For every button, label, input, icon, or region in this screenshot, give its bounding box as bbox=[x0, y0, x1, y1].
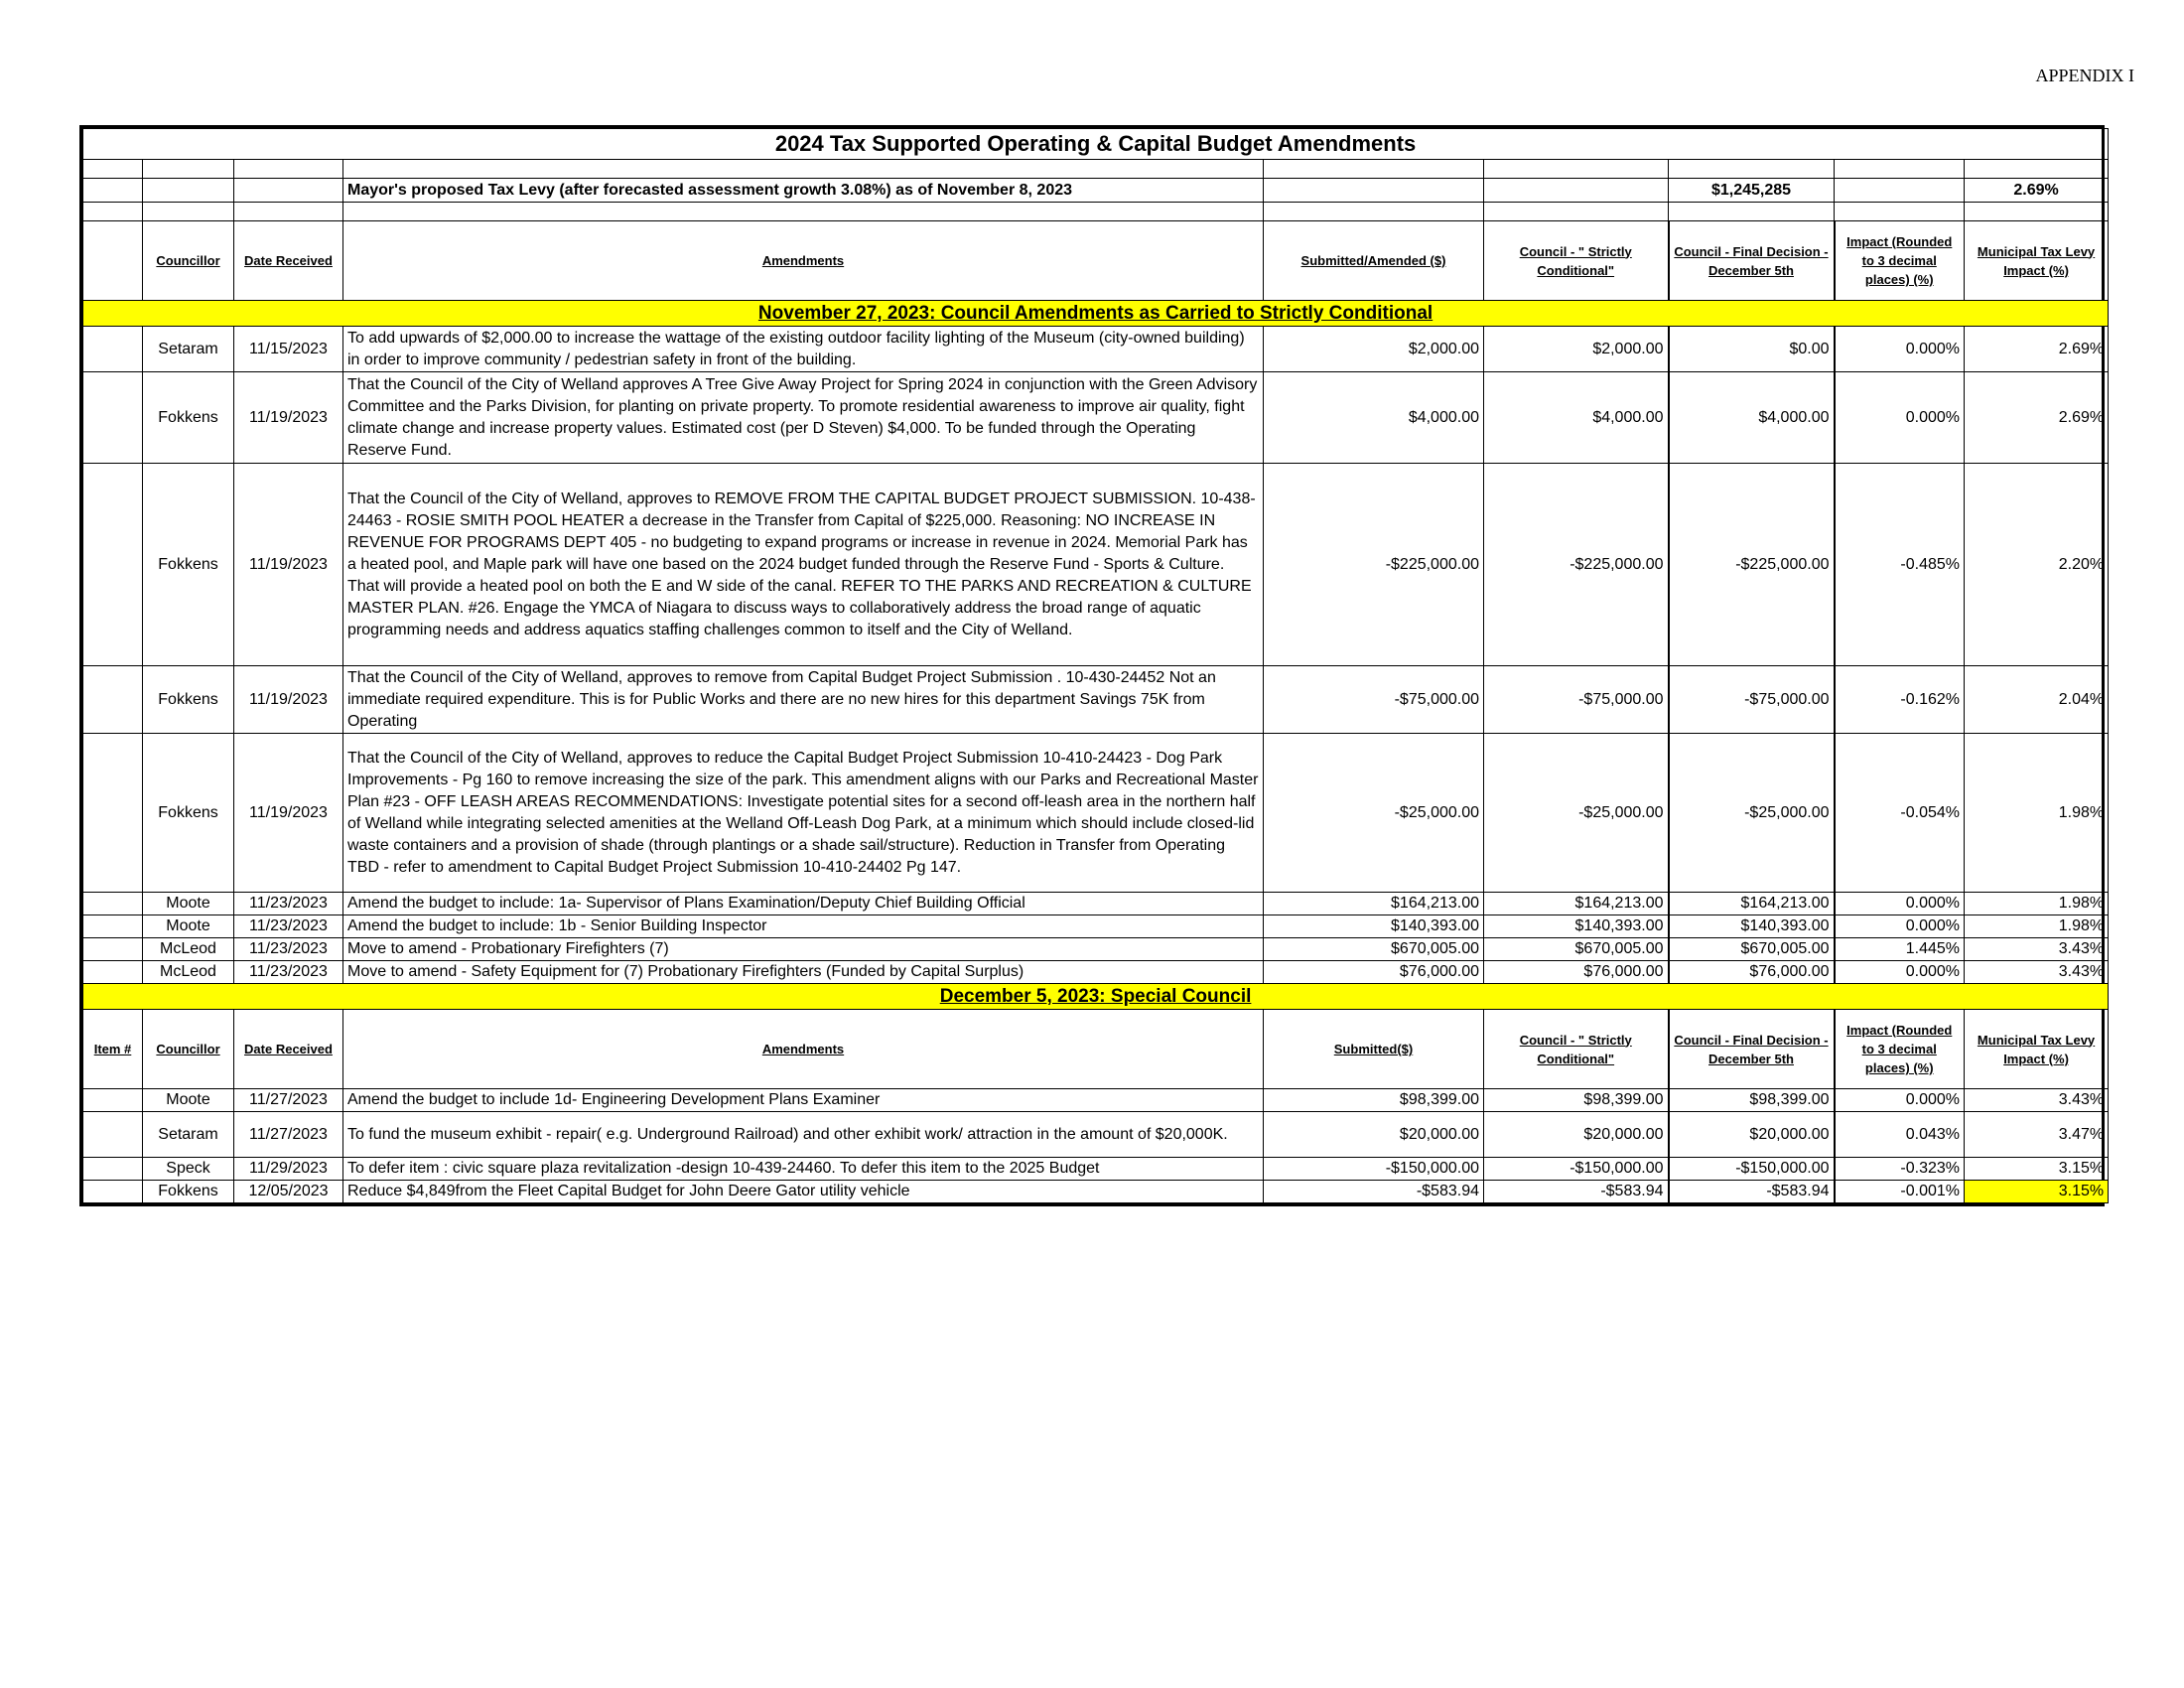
levy-impact-percent: 2.20% bbox=[1965, 464, 2109, 666]
table-row bbox=[83, 938, 2109, 961]
levy-impact-percent: 3.43% bbox=[1965, 938, 2109, 961]
submitted-amount: -$225,000.00 bbox=[1264, 464, 1484, 666]
submitted-amount: $98,399.00 bbox=[1264, 1089, 1484, 1112]
conditional-amount: -$25,000.00 bbox=[1484, 734, 1669, 893]
header-levy-impact: Municipal Tax Levy Impact (%) bbox=[1965, 1010, 2109, 1089]
final-amount: $98,399.00 bbox=[1669, 1089, 1835, 1112]
budget-amendments-sheet bbox=[79, 125, 2105, 1206]
levy-impact-percent: 3.43% bbox=[1965, 1089, 2109, 1112]
conditional-amount: $4,000.00 bbox=[1484, 372, 1669, 464]
levy-label: Mayor's proposed Tax Levy (after forecasted assessment growth 3.08%) as of November 8, 2023 bbox=[343, 179, 1264, 203]
final-amount: $4,000.00 bbox=[1669, 372, 1835, 464]
header-levy-impact: Municipal Tax Levy Impact (%) bbox=[1965, 221, 2109, 301]
header-amendments: Amendments bbox=[343, 1010, 1264, 1089]
submitted-amount: $20,000.00 bbox=[1264, 1112, 1484, 1158]
amendment-text: Amend the budget to include: 1b - Senior Building Inspector bbox=[343, 915, 1264, 938]
conditional-amount: -$583.94 bbox=[1484, 1181, 1669, 1203]
levy-impact-percent: 2.04% bbox=[1965, 666, 2109, 734]
section-heading-nov-27: November 27, 2023: Council Amendments as Carried to Strictly Conditional bbox=[83, 301, 2109, 327]
amendment-text: That the Council of the City of Welland, approves to remove from Capital Budget Project Submission . 10-430-24452 Not an immediate required expenditure. This is for Public Works and there are no new hires for this department Savings 75K from Operating bbox=[343, 666, 1264, 734]
table-row bbox=[83, 1089, 2109, 1112]
submitted-amount: $76,000.00 bbox=[1264, 961, 1484, 984]
final-amount: -$75,000.00 bbox=[1669, 666, 1835, 734]
levy-impact-percent: 2.69% bbox=[1965, 327, 2109, 372]
table-row bbox=[83, 893, 2109, 915]
levy-impact-percent: 1.98% bbox=[1965, 893, 2109, 915]
impact-percent: -0.054% bbox=[1835, 734, 1965, 893]
councillor: Speck bbox=[143, 1158, 234, 1181]
conditional-amount: $670,005.00 bbox=[1484, 938, 1669, 961]
submitted-amount: $670,005.00 bbox=[1264, 938, 1484, 961]
header-amendments: Amendments bbox=[343, 221, 1264, 301]
header-impact: Impact (Rounded to 3 decimal places) (%) bbox=[1835, 221, 1965, 301]
section-heading-dec-5: December 5, 2023: Special Council bbox=[83, 984, 2109, 1010]
levy-amount: $1,245,285 bbox=[1669, 179, 1835, 203]
item-number-cell bbox=[83, 327, 143, 372]
item-number-cell bbox=[83, 1089, 143, 1112]
councillor: Setaram bbox=[143, 327, 234, 372]
submitted-amount: -$150,000.00 bbox=[1264, 1158, 1484, 1181]
item-number-cell bbox=[83, 734, 143, 893]
conditional-amount: $164,213.00 bbox=[1484, 893, 1669, 915]
appendix-label: APPENDIX I bbox=[2035, 66, 2134, 85]
councillor: Fokkens bbox=[143, 1181, 234, 1203]
submitted-amount: -$25,000.00 bbox=[1264, 734, 1484, 893]
amendment-text: To fund the museum exhibit - repair( e.g. Underground Railroad) and other exhibit work/ attraction in the amount of $20,000K. bbox=[343, 1112, 1264, 1158]
conditional-amount: -$150,000.00 bbox=[1484, 1158, 1669, 1181]
councillor: Moote bbox=[143, 915, 234, 938]
conditional-amount: $20,000.00 bbox=[1484, 1112, 1669, 1158]
final-amount: -$150,000.00 bbox=[1669, 1158, 1835, 1181]
amendment-text: To add upwards of $2,000.00 to increase the wattage of the existing outdoor facility lighting of the Museum (city-owned building) in order to improve community / pedestrian safety in front of the building. bbox=[343, 327, 1264, 372]
item-number-cell bbox=[83, 666, 143, 734]
table-row bbox=[83, 961, 2109, 984]
table-row bbox=[83, 1181, 2109, 1203]
date-received: 11/23/2023 bbox=[234, 938, 343, 961]
councillor: Fokkens bbox=[143, 372, 234, 464]
date-received: 11/19/2023 bbox=[234, 464, 343, 666]
header-submitted: Submitted($) bbox=[1264, 1010, 1484, 1089]
conditional-amount: -$75,000.00 bbox=[1484, 666, 1669, 734]
councillor: Moote bbox=[143, 893, 234, 915]
conditional-amount: -$225,000.00 bbox=[1484, 464, 1669, 666]
impact-percent: -0.323% bbox=[1835, 1158, 1965, 1181]
date-received: 11/27/2023 bbox=[234, 1089, 343, 1112]
councillor: Fokkens bbox=[143, 734, 234, 893]
submitted-amount: $2,000.00 bbox=[1264, 327, 1484, 372]
impact-percent: 1.445% bbox=[1835, 938, 1965, 961]
final-amount: $140,393.00 bbox=[1669, 915, 1835, 938]
item-number-cell bbox=[83, 1112, 143, 1158]
item-number-cell bbox=[83, 464, 143, 666]
levy-impact-percent: 3.15% bbox=[1965, 1158, 2109, 1181]
header-date-received: Date Received bbox=[234, 1010, 343, 1089]
amendment-text: Move to amend - Safety Equipment for (7) Probationary Firefighters (Funded by Capital Surplus) bbox=[343, 961, 1264, 984]
item-number-cell bbox=[83, 1181, 143, 1203]
final-amount: -$25,000.00 bbox=[1669, 734, 1835, 893]
header-submitted: Submitted/Amended ($) bbox=[1264, 221, 1484, 301]
final-amount: $164,213.00 bbox=[1669, 893, 1835, 915]
header-item-number: Item # bbox=[83, 1010, 143, 1089]
item-number-cell bbox=[83, 1158, 143, 1181]
levy-impact-percent: 3.43% bbox=[1965, 961, 2109, 984]
date-received: 11/27/2023 bbox=[234, 1112, 343, 1158]
levy-impact-percent: 2.69% bbox=[1965, 372, 2109, 464]
header-strictly-conditional: Council - " Strictly Conditional" bbox=[1484, 221, 1669, 301]
table-row bbox=[83, 734, 2109, 893]
amendment-text: That the Council of the City of Welland, approves to REMOVE FROM THE CAPITAL BUDGET PROJECT SUBMISSION. 10-438-24463 - ROSIE SMITH POOL HEATER a decrease in the Transfer from Capital of $225,000. Reasoning: NO INCREASE IN REVENUE FOR PROGRAMS DEPT 405 - no budgeting to expand programs or increase in revenue in 2024. Memorial Park has a heated pool, and Maple park will have one based on the 2024 budget funded through the Reserve Fund - Sports & Culture. That will provide a heated pool on both the E and W side of the canal. REFER TO THE PARKS AND RECREATION & CULTURE MASTER PLAN. #26. Engage the YMCA of Niagara to discuss ways to collaboratively address the broad range of aquatic programming needs and address aquatics staffing challenges common to itself and the City of Welland. bbox=[343, 464, 1264, 666]
date-received: 11/29/2023 bbox=[234, 1158, 343, 1181]
item-number-cell bbox=[83, 938, 143, 961]
conditional-amount: $98,399.00 bbox=[1484, 1089, 1669, 1112]
amendment-text: Move to amend - Probationary Firefighters (7) bbox=[343, 938, 1264, 961]
final-amount: $0.00 bbox=[1669, 327, 1835, 372]
table-row bbox=[83, 915, 2109, 938]
councillor: Fokkens bbox=[143, 666, 234, 734]
amendment-text: To defer item : civic square plaza revitalization -design 10-439-24460. To defer this item to the 2025 Budget bbox=[343, 1158, 1264, 1181]
amendment-text: That the Council of the City of Welland approves A Tree Give Away Project for Spring 2024 in conjunction with the Green Advisory Committee and the Parks Division, for planting on private property. To promote residential awareness to improve air quality, fight climate change and increase property values. Estimated cost (per D Steven) $4,000. To be funded through the Operating Reserve Fund. bbox=[343, 372, 1264, 464]
final-amount: $20,000.00 bbox=[1669, 1112, 1835, 1158]
item-number-cell bbox=[83, 372, 143, 464]
submitted-amount: -$583.94 bbox=[1264, 1181, 1484, 1203]
header-impact: Impact (Rounded to 3 decimal places) (%) bbox=[1835, 1010, 1965, 1089]
table-row bbox=[83, 1158, 2109, 1181]
submitted-amount: $164,213.00 bbox=[1264, 893, 1484, 915]
table-row bbox=[83, 1112, 2109, 1158]
submitted-amount: -$75,000.00 bbox=[1264, 666, 1484, 734]
councillor: McLeod bbox=[143, 938, 234, 961]
levy-impact-percent: 1.98% bbox=[1965, 734, 2109, 893]
impact-percent: 0.000% bbox=[1835, 327, 1965, 372]
submitted-amount: $4,000.00 bbox=[1264, 372, 1484, 464]
levy-impact-percent: 3.47% bbox=[1965, 1112, 2109, 1158]
item-number-cell bbox=[83, 915, 143, 938]
impact-percent: -0.001% bbox=[1835, 1181, 1965, 1203]
date-received: 12/05/2023 bbox=[234, 1181, 343, 1203]
levy-impact-percent: 1.98% bbox=[1965, 915, 2109, 938]
header-final-decision: Council - Final Decision - December 5th bbox=[1669, 1010, 1835, 1089]
amendment-text: That the Council of the City of Welland, approves to reduce the Capital Budget Project Submission 10-410-24423 - Dog Park Improvements - Pg 160 to remove increasing the size of the park. This amendment aligns with our Parks and Recreational Master Plan #23 - OFF LEASH AREAS RECOMMENDATIONS: Investigate potential sites for a second off-leash area in the northern half of Welland while integrating selected amenities at the Welland Off-Leash Dog Park, at a minimum which should include closed-lid waste containers and a provision of shade (through plantings or a shade sail/structure). Reduction in Transfer from Operating TBD - refer to amendment to Capital Budget Project Submission 10-410-24402 Pg 147. bbox=[343, 734, 1264, 893]
impact-percent: 0.000% bbox=[1835, 915, 1965, 938]
impact-percent: 0.000% bbox=[1835, 961, 1965, 984]
submitted-amount: $140,393.00 bbox=[1264, 915, 1484, 938]
amendment-text: Amend the budget to include 1d- Engineering Development Plans Examiner bbox=[343, 1089, 1264, 1112]
header-final-decision: Council - Final Decision - December 5th bbox=[1669, 221, 1835, 301]
date-received: 11/15/2023 bbox=[234, 327, 343, 372]
conditional-amount: $76,000.00 bbox=[1484, 961, 1669, 984]
header-date-received: Date Received bbox=[234, 221, 343, 301]
date-received: 11/23/2023 bbox=[234, 961, 343, 984]
final-amount: $76,000.00 bbox=[1669, 961, 1835, 984]
councillor: Fokkens bbox=[143, 464, 234, 666]
levy-percent: 2.69% bbox=[1965, 179, 2109, 203]
date-received: 11/23/2023 bbox=[234, 893, 343, 915]
item-number-cell bbox=[83, 961, 143, 984]
table-row bbox=[83, 372, 2109, 464]
table-title: 2024 Tax Supported Operating & Capital Budget Amendments bbox=[83, 129, 2109, 160]
councillor: Setaram bbox=[143, 1112, 234, 1158]
impact-percent: 0.000% bbox=[1835, 372, 1965, 464]
table-row bbox=[83, 666, 2109, 734]
date-received: 11/19/2023 bbox=[234, 372, 343, 464]
councillor: Moote bbox=[143, 1089, 234, 1112]
date-received: 11/19/2023 bbox=[234, 734, 343, 893]
impact-percent: -0.485% bbox=[1835, 464, 1965, 666]
header-councillor: Councillor bbox=[143, 221, 234, 301]
impact-percent: 0.000% bbox=[1835, 1089, 1965, 1112]
amendment-text: Reduce $4,849from the Fleet Capital Budget for John Deere Gator utility vehicle bbox=[343, 1181, 1264, 1203]
councillor: McLeod bbox=[143, 961, 234, 984]
final-amount: -$225,000.00 bbox=[1669, 464, 1835, 666]
levy-impact-percent: 3.15% bbox=[1965, 1181, 2109, 1203]
item-number-cell bbox=[83, 893, 143, 915]
final-amount: -$583.94 bbox=[1669, 1181, 1835, 1203]
impact-percent: 0.000% bbox=[1835, 893, 1965, 915]
conditional-amount: $140,393.00 bbox=[1484, 915, 1669, 938]
header-councillor: Councillor bbox=[143, 1010, 234, 1089]
table-row bbox=[83, 327, 2109, 372]
final-amount: $670,005.00 bbox=[1669, 938, 1835, 961]
date-received: 11/19/2023 bbox=[234, 666, 343, 734]
impact-percent: 0.043% bbox=[1835, 1112, 1965, 1158]
table-row bbox=[83, 464, 2109, 666]
header-strictly-conditional: Council - " Strictly Conditional" bbox=[1484, 1010, 1669, 1089]
amendments-table bbox=[82, 128, 2109, 1203]
amendment-text: Amend the budget to include: 1a- Supervisor of Plans Examination/Deputy Chief Building Official bbox=[343, 893, 1264, 915]
conditional-amount: $2,000.00 bbox=[1484, 327, 1669, 372]
date-received: 11/23/2023 bbox=[234, 915, 343, 938]
impact-percent: -0.162% bbox=[1835, 666, 1965, 734]
